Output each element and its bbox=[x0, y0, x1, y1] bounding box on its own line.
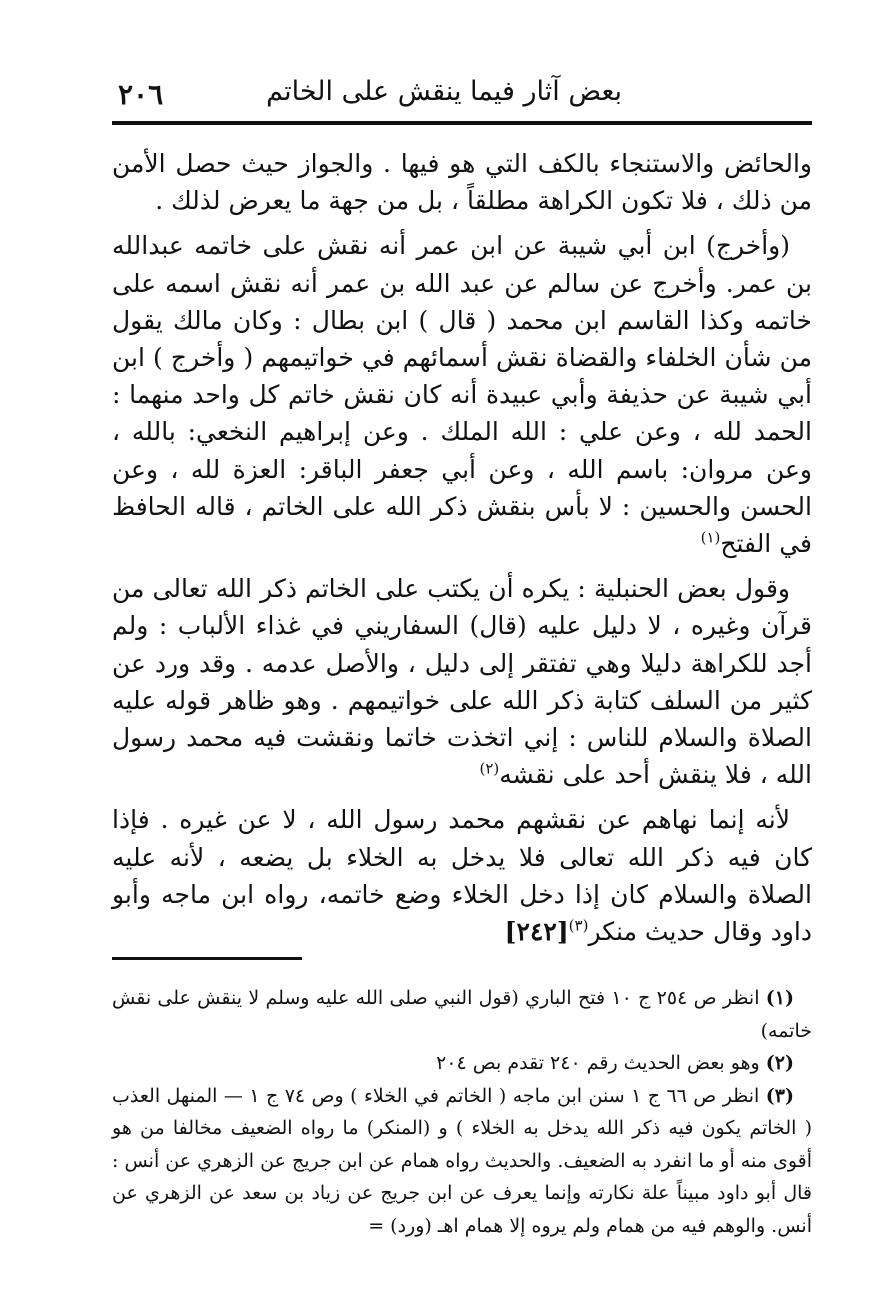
footnote-2 bbox=[112, 1047, 812, 1080]
footnote-1-number: (١) bbox=[765, 987, 795, 1009]
footnote-3 bbox=[112, 1080, 812, 1243]
footnote-rule bbox=[112, 957, 302, 960]
footnote-3-number: (٣) bbox=[765, 1084, 794, 1107]
footnote-ref-1: (١) bbox=[700, 528, 721, 547]
header-rule bbox=[112, 121, 812, 125]
page-header bbox=[112, 72, 812, 118]
paragraph-1-text: والحائض والاستنجاء بالكف التي هو فيها . والجواز حيث حصل الأمن من ذلك ، فلا تكون الكراهة مطلقاً ، بل من جهة ما يعرض لذلك . bbox=[112, 149, 812, 216]
footnote-1-text: انظر ص ٢٥٤ ج ١٠ فتح الباري (قول النبي صلى الله عليه وسلم لا ينقش على نقش خاتمه) bbox=[112, 987, 812, 1042]
footnote-1 bbox=[112, 982, 812, 1047]
hadith-number: [٢٤٢] bbox=[504, 917, 569, 947]
paragraph-4 bbox=[112, 801, 812, 950]
main-text bbox=[112, 145, 812, 958]
footnote-ref-3: (٣) bbox=[568, 916, 589, 935]
book-page bbox=[112, 0, 812, 1308]
paragraph-2 bbox=[112, 227, 812, 562]
paragraph-2-text: (وأخرج) ابن أبي شيبة عن ابن عمر أنه نقش على خاتمه عبدالله بن عمر. وأخرج عن سالم عن عبد الله بن عمر أنه نقش اسمه على خاتمه وكذا القاسم ابن محمد ( قال ) ابن بطال : وكان مالك يقول من شأن الخلفاء والقضاة نقش أسمائهم في خواتيمهم ( وأخرج ) ابن أبي شيبة عن حذيفة وأبي عبيدة أنه كان نقش خاتم كل واحد منهما : الحمد لله ، وعن علي : الله الملك . وعن إبراهيم النخعي: بالله ، وعن مروان: باسم الله ، وعن أبي جعفر الباقر: العزة لله ، وعن الحسن والحسين : لا بأس بنقش ذكر الله على الخاتم ، قاله الحافظ في الفتح bbox=[112, 231, 812, 559]
footnote-3-text: انظر ص ٦٦ ج ١ سنن ابن ماجه ( الخاتم في الخلاء ) وص ٧٤ ج ١ — المنهل العذب ( الخاتم يكون فيه ذكر الله يدخل به الخلاء ) و (المنكر) ما رواه الضعيف مخالفا من هو أقوى منه أو ما انفرد به الضعيف. والحديث رواه همام عن ابن جريج عن الزهري عن أنس : قال أبو داود مبيناً علة نكارته وإنما يعرف عن ابن جريج عن زياد بن سعد عن الزهري عن أنس. والوهم فيه من همام ولم يروه إلا همام اهـ (ورد) = bbox=[112, 1084, 812, 1237]
footnote-2-number: (٢) bbox=[765, 1052, 794, 1074]
paragraph-1 bbox=[112, 145, 812, 219]
footnotes bbox=[112, 982, 812, 1242]
footnote-ref-2: (٢) bbox=[479, 759, 500, 778]
paragraph-3-text: وقول بعض الحنبلية : يكره أن يكتب على الخاتم ذكر الله تعالى من قرآن وغيره ، لا دليل عليه (قال) السفاريني في غذاء الألباب : ولم أجد للكراهة دليلا وهي تفتقر إلى دليل ، والأصل عدمه . وقد ورد عن كثير من السلف كتابة ذكر الله على خواتيمهم . وهو ظاهر قوله عليه الصلاة والسلام للناس : إني اتخذت خاتما ونقشت فيه محمد رسول الله ، فلا ينقش أحد على نقشه bbox=[112, 574, 812, 790]
running-title: بعض آثار فيما ينقش على الخاتم bbox=[266, 76, 622, 107]
paragraph-3 bbox=[112, 570, 812, 793]
footnote-2-text: وهو بعض الحديث رقم ٢٤٠ تقدم بص ٢٠٤ bbox=[436, 1052, 760, 1074]
paragraph-4-text: لأنه إنما نهاهم عن نقشهم محمد رسول الله ، لا عن غيره . فإذا كان فيه ذكر الله تعالى فلا يدخل به الخلاء بل يضعه ، لأنه عليه الصلاة والسلام كان إذا دخل الخلاء وضع خاتمه، رواه ابن ماجه وأبو داود وقال حديث منكر bbox=[112, 805, 812, 947]
page-number: ٢٠٦ bbox=[118, 78, 164, 111]
